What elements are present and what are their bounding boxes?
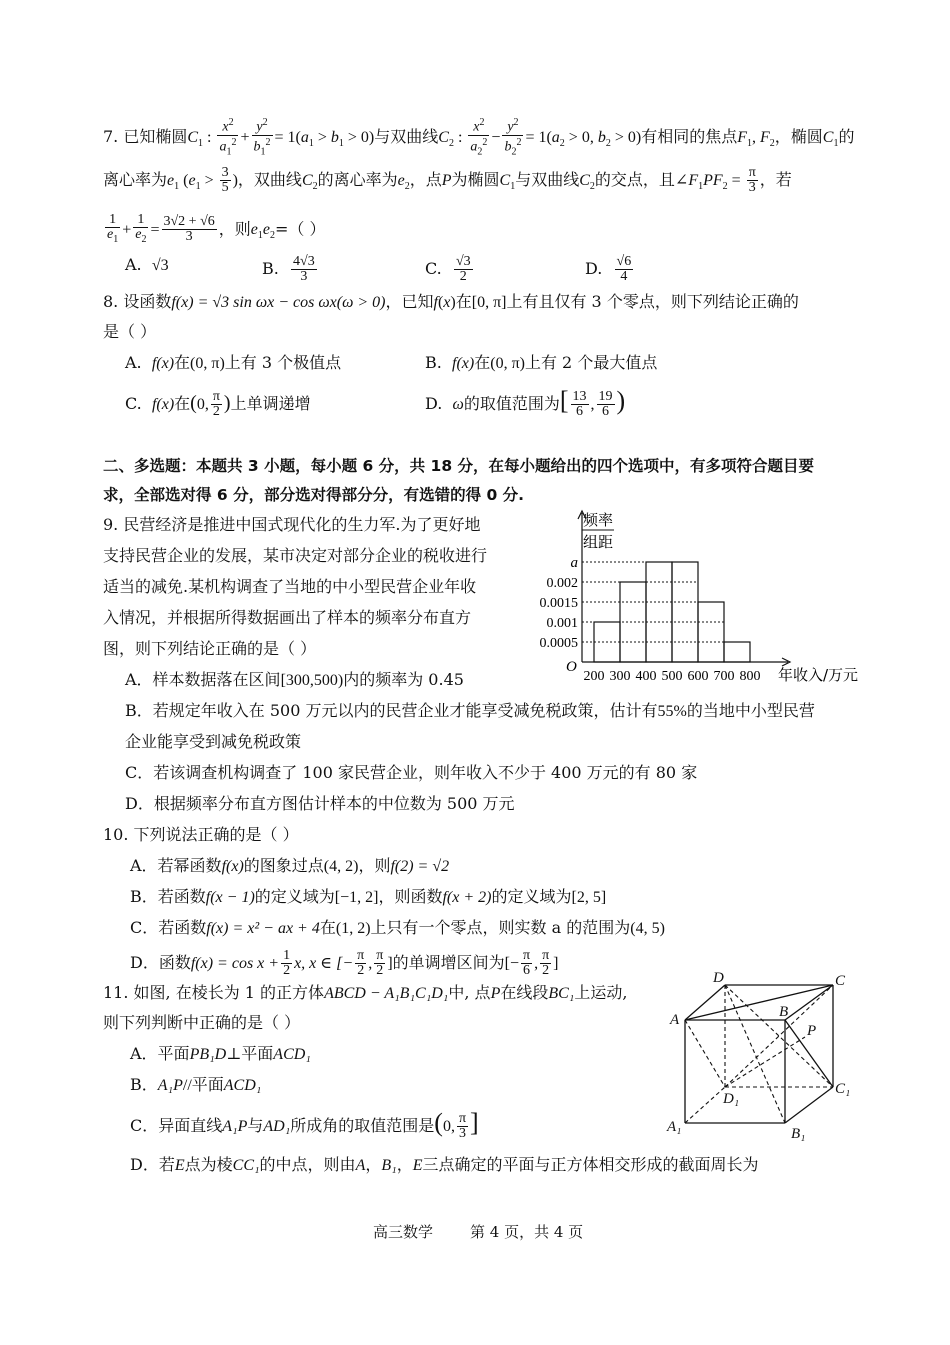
q8-line1: 8. 设函数f(x) = √3 sin ωx − cos ωx(ω > 0)，已知f(x)在[0, π]上有且仅有 3 个零点，则下列结论正确的: [103, 292, 799, 311]
option-text: ，则函数: [378, 887, 443, 906]
x-tick-label: 800: [739, 669, 761, 684]
option-omega: ω: [452, 396, 464, 413]
q7-text: 7. 已知椭圆: [103, 127, 188, 147]
q8-text: 上有且仅有 3 个零点，则下列结论正确的: [506, 292, 799, 311]
option-label: B.: [425, 353, 442, 372]
x-tick-label: 600: [687, 669, 709, 684]
option-text: 在: [174, 394, 191, 413]
option-plane: ACD₁: [273, 1046, 311, 1063]
q7-text: ，则: [218, 219, 251, 239]
option-label: B.: [262, 259, 279, 278]
option-label: B．: [130, 1075, 158, 1094]
option-text: 所成角的取值范围是: [290, 1116, 435, 1135]
option-label: A.: [125, 255, 142, 274]
cube-figure: [665, 965, 865, 1143]
cube-label-b: B: [779, 1004, 789, 1020]
q7-text: ，椭圆: [774, 127, 823, 147]
q7-text: 离心率为: [103, 170, 168, 189]
option-plane: PB₁D: [189, 1046, 227, 1063]
q8-function: f(x) = √3 sin ωx − cos ωx(ω > 0): [171, 294, 386, 311]
x-tick-label: 400: [635, 669, 657, 684]
option-text: 在: [319, 918, 336, 937]
option-line: A₁P: [157, 1077, 183, 1094]
cube-label-c1: C₁: [835, 1081, 851, 1097]
option-domain: [−1, 2]: [334, 889, 379, 906]
footer-subject: 高三数学: [373, 1223, 434, 1241]
y-tick-label: 0.001: [546, 616, 578, 631]
x-tick-label: 300: [609, 669, 631, 684]
option-text: A．若幂函数: [130, 856, 222, 875]
q8-option-b: [425, 353, 657, 374]
cube-label-a1: A₁: [667, 1119, 682, 1135]
option-text: 的取值范围为: [463, 394, 560, 413]
option-text: 平面: [191, 1075, 224, 1094]
q11-text: 11. 如图, 在棱长为 1 的正方体: [103, 983, 325, 1002]
option-text: 内的频率为 0.45: [343, 670, 464, 689]
y-tick-label: 0.002: [546, 576, 578, 591]
option-point: E: [174, 1157, 185, 1174]
q11-option-c: C．异面直线A₁P与AD₁所成角的取值范围是(0, $\frac{\pi}{3}$ ]: [130, 1108, 479, 1141]
q7-text: 与双曲线: [374, 127, 439, 147]
option-func: f(x − 1): [205, 889, 255, 906]
option-text: 三点确定的平面与正方体相交形成的截面周长为: [422, 1155, 759, 1174]
q11-text: 中, 点: [448, 983, 491, 1002]
q8-interval: [0, π]: [471, 294, 507, 311]
option-den: 2: [459, 269, 467, 284]
q9-option-b-line1: [125, 701, 815, 722]
q8-text: ，已知: [385, 292, 434, 311]
option-label: A.: [125, 353, 142, 372]
x-tick-label: 200: [583, 669, 605, 684]
option-num: √3: [455, 254, 471, 269]
option-text: 的定义域为: [491, 887, 572, 906]
x-axis-label: 年收入/万元: [778, 666, 859, 684]
option-func: x, x ∈ [−: [294, 955, 354, 972]
q8-option-a: [125, 353, 341, 374]
option-func: f(x): [452, 355, 475, 372]
q11-text: 在线段: [500, 983, 549, 1002]
option-label: D.: [585, 259, 603, 278]
option-text: ，则: [358, 856, 391, 875]
q11-segment: BC₁: [548, 985, 575, 1002]
option-interval: [300,500): [280, 672, 344, 689]
option-text: A．样本数据落在区间: [125, 670, 281, 689]
y-tick-label: a: [570, 555, 578, 571]
q9-stem-1: 9. 民营经济是推进中国式现代化的生力军.为了更好地: [103, 515, 481, 534]
q10-option-a: [130, 856, 449, 877]
q7-line2: 离心率为$e_1$ ($e_1$ > $\frac{3}{5}$ )，双曲线$C_2$的离心率为$e_2$，点P为椭圆$C_1$与双曲线$C_2$的交点，且$\angle F_1PF_2$ = $\frac{\pi}{3}$ ，若: [103, 165, 792, 195]
option-domain: [2, 5]: [571, 889, 607, 906]
frequency-histogram: [520, 505, 865, 687]
x-tick-label: 700: [713, 669, 735, 684]
section2-line2: 求，全部选对得 6 分，部分选对得部分分，有选错的得 0 分.: [103, 486, 525, 504]
option-text: B．若规定年收入在 500 万元以内的民营企业才能享受减免税政策，估计有: [125, 701, 658, 720]
q7-line3: $\frac{1}{e_1}$ + $\frac{1}{e_2}$ = $\frac{3√2 + √6}{3}$ ，则$e_1e_2=$（ ）: [107, 212, 326, 245]
option-point: E: [412, 1157, 423, 1174]
q10-option-d: D．函数f(x) = cos x + $\frac{1}{2}$ x, x ∈ [− $\frac{\pi}{2}$ , $\frac{\pi}{2}$ ]的单调增区间为[− $\frac{\pi}{6}$ , $\frac{\pi}{2}$ ]: [130, 948, 559, 978]
q9-stem-5: 图，则下列结论正确的是（ ）: [103, 639, 317, 658]
option-text: 点为棱: [184, 1155, 233, 1174]
option-num: √6: [616, 254, 632, 269]
q7-option-d: [585, 255, 635, 284]
y-label-numerator: 频率: [582, 511, 614, 529]
q7-text: 有相同的焦点: [641, 127, 738, 147]
option-line: AD₁: [263, 1118, 291, 1135]
q10-option-c: [130, 918, 665, 939]
option-text: 上有 2 个最大值点: [524, 353, 658, 372]
option-plane: ACD₁: [223, 1077, 262, 1094]
option-text: B．若函数: [130, 887, 206, 906]
option-den: 4: [620, 269, 628, 284]
q7-text: ，若: [759, 170, 792, 189]
q9-option-a: [125, 670, 464, 691]
q8-option-d: D. ω的取值范围为[ $\frac{13}{6}$ , $\frac{19}{6}$ ): [425, 386, 626, 419]
q8-line2: 是（ ）: [103, 322, 157, 341]
q10-stem: 10. 下列说法正确的是（ ）: [103, 825, 299, 844]
q7-line1: 7. 已知椭圆$C_1$ : $\frac{x^2}{a_1^2}$ + $\frac{y^2}{b_1^2}$ = $1(a_1 > b_1 > 0)$与双曲线$C_2$ : $\frac{x^2}{a_2^2}$ − $\frac{y^2}{b_2^2}$ = $1(a_2 > 0$, $b_2 > 0$)有相同的焦点$F_1$, $F_2$，椭圆$C_1$的: [103, 117, 855, 158]
cube-label-p: P: [807, 1023, 817, 1039]
option-label: D.: [425, 394, 443, 413]
q9-stem-4: 入情况，并根据所得数据画出了样本的频率分布直方: [103, 608, 472, 627]
option-point: (4, 2): [323, 858, 359, 875]
option-point: A: [355, 1157, 366, 1174]
option-func: f(x) = cos x +: [190, 955, 280, 972]
q11-text: 上运动,: [574, 983, 628, 1002]
option-result: f(2) = √2: [390, 858, 450, 875]
option-text: C．异面直线: [130, 1116, 223, 1135]
q8-option-c: C. f(x)在(0, $\frac{\pi}{2}$ )上单调递增: [125, 389, 311, 419]
option-label: C.: [425, 259, 442, 278]
cube-label-d: D: [713, 970, 724, 986]
option-text: ⊥平面: [226, 1044, 274, 1063]
option-num: 4√3: [293, 254, 315, 269]
q9-option-b-line2: 企业能享受到减免税政策: [125, 732, 302, 751]
option-interval: (0, π): [190, 355, 225, 372]
q7-option-c: [425, 255, 475, 284]
q10-option-b: [130, 887, 606, 908]
q11-option-b: [130, 1075, 261, 1096]
option-parallel: //: [182, 1077, 192, 1094]
option-text: D．函数: [130, 953, 191, 972]
option-text: 与: [247, 1116, 264, 1135]
option-text: C．若函数: [130, 918, 207, 937]
option-value: √3: [151, 257, 169, 274]
option-func: f(x): [151, 396, 175, 413]
histogram-bar: [646, 562, 672, 662]
option-edge: CC₁: [232, 1157, 260, 1174]
option-func: f(x + 2): [442, 889, 492, 906]
option-text: 上只有一个零点，则实数 a 的范围为: [370, 918, 631, 937]
histogram-bar: [698, 602, 724, 662]
q7-text: ，双曲线: [237, 170, 302, 189]
option-func: f(x): [221, 858, 244, 875]
q9-stem-3: 适当的减免.某机构调查了当地的中小型民营企业年收: [103, 577, 477, 596]
option-func: f(x) = x² − ax + 4: [206, 920, 320, 937]
y-tick-label: 0.0015: [539, 596, 578, 611]
q8-text: 在: [455, 292, 472, 311]
q7-text: 的交点，且: [594, 170, 675, 189]
cube-label-a: A: [670, 1012, 680, 1028]
option-label: C.: [125, 394, 142, 413]
q7-text: 的: [838, 127, 855, 147]
option-text: 的定义域为: [254, 887, 335, 906]
q11-option-a: [130, 1044, 311, 1065]
histogram-bar: [724, 642, 750, 662]
q7-text: 的离心率为: [317, 170, 398, 189]
footer-page: 第 4 页，共 4 页: [470, 1223, 584, 1241]
option-text: 上单调递增: [230, 394, 311, 413]
q7-text: 与双曲线: [515, 170, 580, 189]
q11-point: P: [490, 985, 501, 1002]
q9-option-c: C．若该调查机构调查了 100 家民营企业，则年收入不少于 400 万元的有 80 家: [125, 763, 698, 782]
option-text: 在: [174, 353, 191, 372]
q7-option-b: [262, 255, 319, 284]
q11-option-d: D．若E点为棱CC₁的中点，则由A，B₁，E三点确定的平面与正方体相交形成的截面周长为: [130, 1155, 759, 1174]
option-text: 的单调增区间为: [392, 953, 505, 972]
option-func: f(x): [151, 355, 175, 372]
q7-text: ，点: [409, 170, 442, 189]
q11-cube-name: ABCD − A₁B₁C₁D₁: [324, 985, 449, 1002]
option-percent: 55%: [657, 703, 687, 720]
histogram-bar: [672, 562, 698, 662]
y-label-denominator: 组距: [582, 533, 614, 551]
option-text: 的中点，则由: [259, 1155, 356, 1174]
q11-line1: [103, 983, 627, 1004]
option-den: 3: [300, 269, 308, 284]
cube-label-d1: D₁: [723, 1091, 740, 1107]
option-text: 的图象过点: [243, 856, 324, 875]
q7-text: =（ ）: [275, 219, 326, 239]
x-tick-label: 500: [661, 669, 683, 684]
option-text: 在: [474, 353, 491, 372]
option-interval: (0, π): [490, 355, 525, 372]
option-line: A₁P: [222, 1118, 248, 1135]
option-text: 的当地中小型民营: [686, 701, 815, 720]
option-point: B₁: [381, 1157, 397, 1174]
option-result: [−: [504, 955, 520, 972]
q7-option-a: [125, 255, 169, 276]
option-interval: (1, 2): [335, 920, 371, 937]
q7-text: 为椭圆: [451, 170, 500, 189]
option-result: (4, 5): [630, 920, 665, 937]
origin-label: O: [566, 659, 577, 675]
q9-stem-2: 支持民营企业的发展，某市决定对部分企业的税收进行: [103, 546, 488, 565]
q11-line2: 则下列判断中正确的是（ ）: [103, 1013, 301, 1032]
y-tick-label: 0.0005: [539, 636, 578, 651]
option-text: 上有 3 个极值点: [224, 353, 342, 372]
q8-text: 8. 设函数: [103, 292, 172, 311]
option-text: D．若: [130, 1155, 175, 1174]
option-text: A．平面: [130, 1044, 190, 1063]
cube-label-c: C: [835, 973, 846, 989]
cube-label-b1: B₁: [791, 1126, 806, 1142]
section2-line1: 二、多选题：本题共 3 小题，每小题 6 分，共 18 分，在每小题给出的四个选项中，有多项符合题目要: [103, 457, 815, 475]
q9-option-d: D．根据频率分布直方图估计样本的中位数为 500 万元: [125, 794, 515, 813]
